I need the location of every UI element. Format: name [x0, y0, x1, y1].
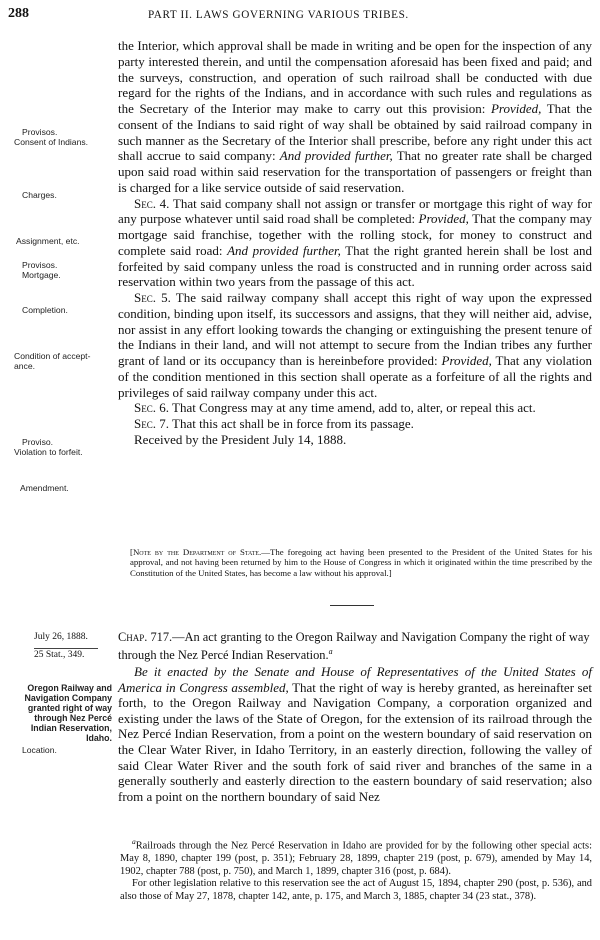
- margin-note-assignment: Assignment, etc.: [16, 236, 80, 246]
- margin-note-provisos-consent: Provisos. Consent of Indians.: [14, 127, 89, 148]
- section-divider: [330, 605, 374, 606]
- chapter-heading: Chap. 717.—An act granting to the Oregon Railway and Navigation Company the right of way through the Nez Percé Indian Reservation.$^a$: [118, 630, 590, 662]
- paragraph-continued: the Interior, which approval shall be made in writing and be open for the inspection of any party interested therein, and until the compensation aforesaid has been fixed and paid; and the surveys, construction, and operation of such railroad shall be conducted with due regard for the rights of the Indians, and in accordance with such rules and regulations as the Secretary of the Interior may make to carry out this provision: Provided, That the consent of the Indians to said right of way shall be obtained by said railroad company in such manner as the Secretary of the Interior shall prescribe, before any right under this act shall accrue to said company: And provided further, That no greater rate shall be charged upon said road within said reservation for the transportation of passengers or freight than is charged for a like service outside of said reservation.: [118, 38, 592, 195]
- page-number: 288: [8, 6, 29, 21]
- margin-note-proviso-violation: Proviso. Violation to forfeit.: [14, 437, 83, 458]
- margin-note-completion: Completion.: [22, 305, 68, 315]
- department-note: [Note by the Department of State.—The foregoing act having been presented to the President of the United States for his approval, and not having been returned by him to the House of Congress in which it originated within the time prescribed by the Constitution of the United States, has become a law without his approval.]: [130, 547, 592, 578]
- margin-note-stat: 25 Stat., 349.: [34, 648, 98, 660]
- footnote-2: For other legislation relative to this reservation see the act of August 15, 1894, chapter 290 (post, p. 536), and also those of May 27, 1878, chapter 142, ante, p. 175, and March 3, 1885, chapter 34 (23 stat., 378).: [120, 878, 592, 902]
- section-6: Sec. 6. That Congress may at any time amend, add to, alter, or repeal this act.: [134, 400, 536, 416]
- received-line: Received by the President July 14, 1888.: [134, 431, 347, 447]
- footnote-1: $^a$Railroads through the Nez Percé Reservation in Idaho are provided for by the following other special acts: May 8, 1890, chapter 199 (post, p. 351); February 28, 1899, chapter 219 (post, p. 679), amended by May 14, 1902, chapter 788 (post, p. 750), and March 1, 1899, chapter 316 (post, p. 684).: [120, 837, 592, 877]
- margin-note-oregon: Oregon Railway and Navigation Company granted right of way through Nez Percé Indian Reservation, Idaho.: [24, 683, 112, 743]
- footnotes: [120, 836, 592, 903]
- section-4: Sec. 4. That said company shall not assign or transfer or mortgage this right of way for any purpose whatever until said road shall be completed: Provided, That the company may mortgage said franchise, together with the rolling stock, for money to construct and complete said road: And provided further, That the right granted herein shall be lost and forfeited by said company unless the road is constructed and in running order across said reservation within two years from the passage of this act.: [118, 195, 592, 290]
- margin-note-provisos-mortgage: Provisos. Mortgage.: [22, 260, 61, 281]
- enacting-clause: Be it enacted by the Senate and House of Representatives of the United States of America in Congress assembled, That the right of way is hereby granted, as hereinafter set forth, to the Oregon Railway and Navigation Company, a corporation organized and existing under the laws of the State of Oregon, for the extension of its railroad through the Nez Percé Indian Reservation, from a point on the western boundary of said reservation on the Clear Water River, in Idaho Territory, in an easterly direction, following the valley of said Clear Water River and the south fork of said river and branches of the same in a generally southerly and easterly direction to the eastern boundary of said reservation; also from a point on the northern boundary of said Nez: [118, 664, 593, 804]
- margin-note-location: Location.: [22, 745, 57, 755]
- running-title: PART II. LAWS GOVERNING VARIOUS TRIBES.: [148, 9, 409, 21]
- margin-note-amendment: Amendment.: [20, 483, 69, 493]
- margin-note-charges: Charges.: [22, 190, 57, 200]
- margin-note-date: July 26, 1888.: [34, 632, 88, 642]
- section-5: Sec. 5. The said railway company shall accept this right of way upon the expressed condition, binding upon itself, its successors and assigns, that they will neither aid, advise, nor assist in any effort looking towards the changing or extinguishing the present tenure of the Indians in their land, and will not attempt to secure from the Indian tribes any further grant of land or its occupancy than is hereinbefore provided: Provided, That any violation of the condition mentioned in this section shall operate as a forfeiture of all the rights and privileges of said railway company under this act.: [118, 290, 592, 400]
- margin-note-condition: Condition of accept- ance.: [14, 351, 91, 372]
- section-7: Sec. 7. That this act shall be in force from its passage.: [134, 416, 414, 431]
- main-text: [118, 38, 592, 448]
